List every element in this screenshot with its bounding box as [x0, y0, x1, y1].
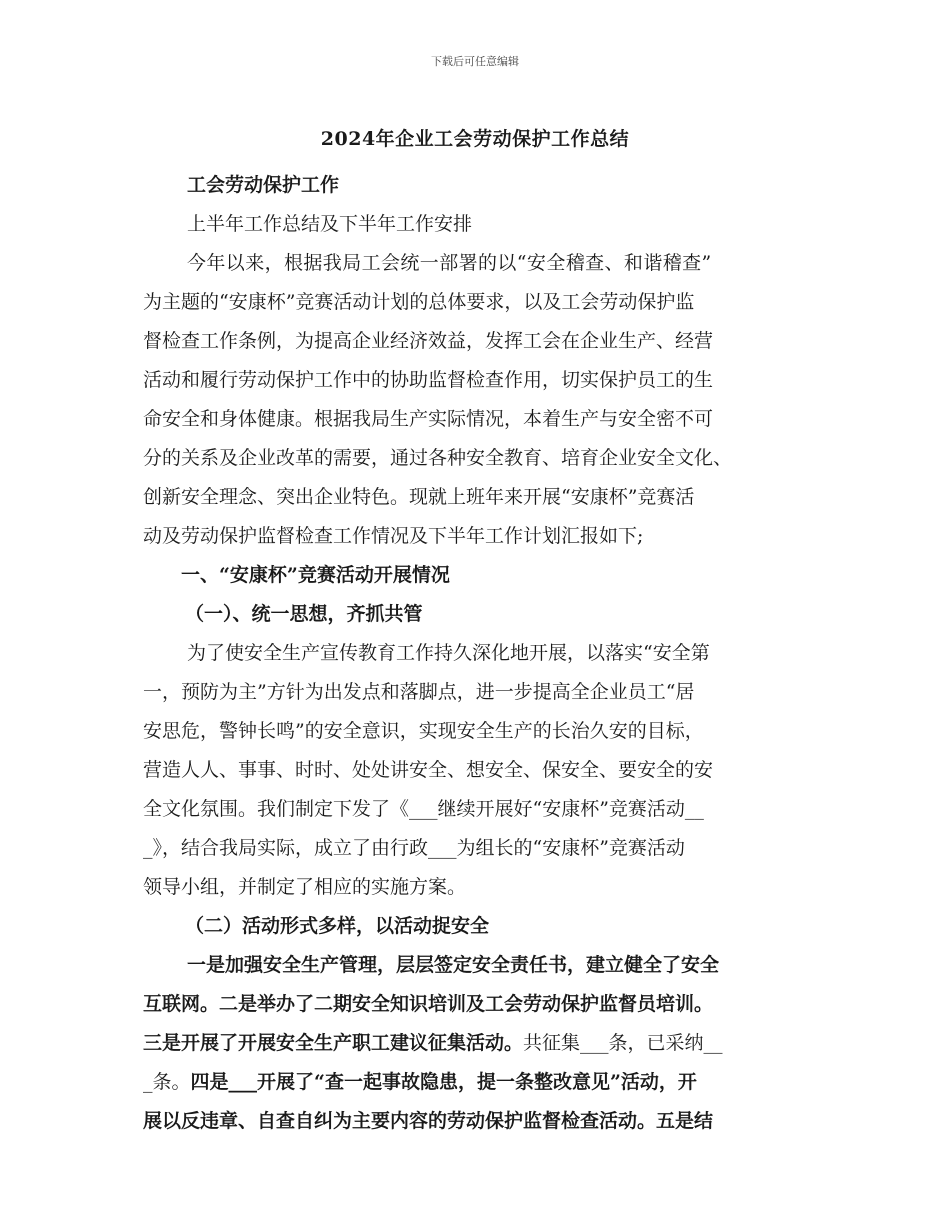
heading-level-2: （二）活动形式多样，以活动捉安全	[185, 915, 490, 937]
paragraph-line: 动及劳动保护监督检查工作情况及下半年工作计划汇报如下;	[143, 525, 644, 547]
paragraph-line: _》，结合我局实际，成立了由行政___为组长的“安康杯”竞赛活动	[143, 837, 685, 859]
page-title: 2024年企业工会劳动保护工作总结	[320, 128, 630, 150]
paragraph-line: 互联网。二是举办了二期安全知识培训及工会劳动保护监督员培训。	[143, 993, 714, 1015]
paragraph-line: 营造人人、事事、时时、处处讲安全、想安全、保安全、要安全的安	[143, 759, 714, 781]
document-body	[143, 166, 811, 1141]
paragraph-line: 全文化氛围。我们制定下发了《___继续开展好“安康杯”竞赛活动__	[143, 798, 704, 820]
heading-level-2: （一）、统一思想，齐抓共管	[185, 603, 423, 625]
paragraph-line: 今年以来，根据我局工会统一部署的以“安全稽查、和谐稽查”	[187, 252, 712, 274]
paragraph-line: 安思危，警钟长鸣”的安全意识，实现安全生产的长治久安的目标，	[143, 720, 704, 742]
paragraph-segment: 四是___开展了“查一起事故隐患，提一条整改意见”活动，开	[190, 1071, 697, 1093]
paragraph-line: 展以反违章、自查自纠为主要内容的劳动保护监督检查活动。五是结	[143, 1110, 714, 1132]
paragraph-line: 督检查工作条例，为提高企业经济效益，发挥工会在企业生产、经营	[143, 330, 714, 352]
subtitle-line: 上半年工作总结及下半年工作安排	[187, 213, 473, 235]
paragraph-line: 为了使安全生产宣传教育工作持久深化地开展，以落实“安全第	[187, 642, 710, 664]
heading-level-1: 一、“安康杯”竞赛活动开展情况	[181, 564, 450, 586]
paragraph-segment: _条。	[143, 1071, 191, 1093]
paragraph-segment: 三是开展了开展安全生产职工建议征集活动。	[143, 1032, 524, 1054]
paragraph-line-mixed	[143, 1063, 811, 1102]
paragraph-segment: 共征集___条，已采纳__	[523, 1032, 723, 1054]
paragraph-line: 一，预防为主”方针为出发点和落脚点，进一步提高全企业员工“居	[143, 681, 695, 703]
paragraph-line: 领导小组，并制定了相应的实施方案。	[143, 876, 467, 898]
paragraph-line: 为主题的“安康杯”竞赛活动计划的总体要求，以及工会劳动保护监	[143, 291, 695, 313]
paragraph-line: 命安全和身体健康。根据我局生产实际情况，本着生产与安全密不可	[143, 408, 714, 430]
header-note: 下载后可任意编辑	[431, 55, 519, 68]
paragraph-line: 分的关系及企业改革的需要，通过各种安全教育、培育企业安全文化、	[143, 447, 733, 469]
paragraph-line: 一是加强安全生产管理，层层签定安全责任书，建立健全了安全	[187, 954, 720, 976]
paragraph-line: 创新安全理念、突出企业特色。现就上班年来开展“安康杯”竞赛活	[143, 486, 695, 508]
paragraph-line: 活动和履行劳动保护工作中的协助监督检查作用，切实保护员工的生	[143, 369, 714, 391]
paragraph-line-mixed	[143, 1024, 811, 1063]
section-heading: 工会劳动保护工作	[187, 174, 340, 196]
